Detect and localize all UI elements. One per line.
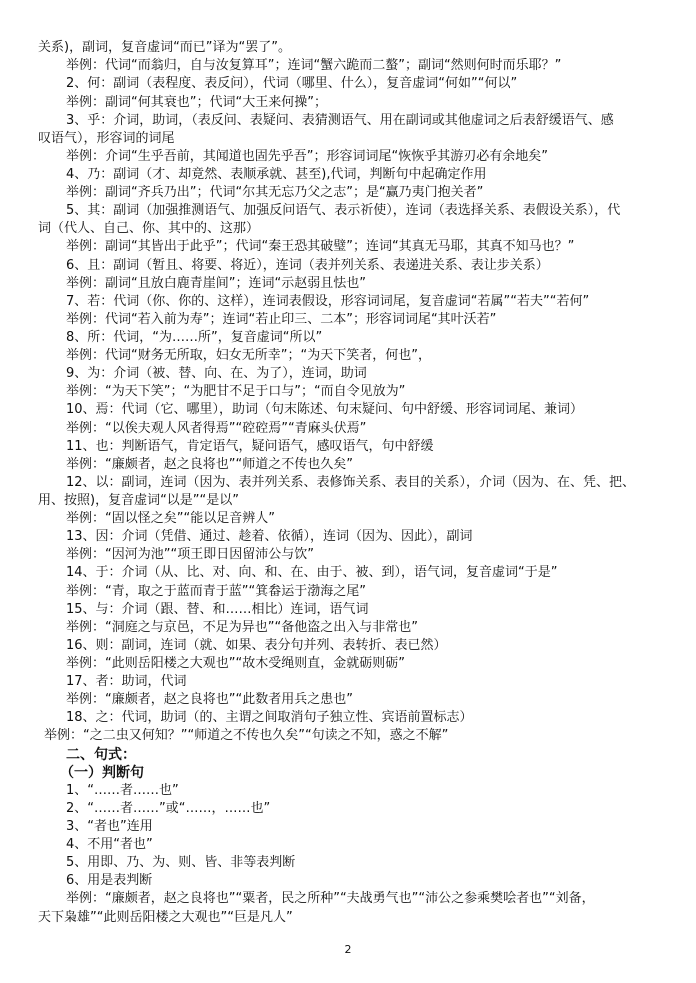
text-line: 8、所：代词，“为……所”，复音虚词“所以” [66,330,323,345]
text-line: 6、且：副词（暂且、将要、将近），连词（表并列关系、表递进关系、表让步关系） [66,258,549,273]
text-line: 2、何：副词（表程度、表反问），代词（哪里、什么），复音虚词“何如”“何以” [66,76,518,91]
text-line: 4、不用“者也” [66,837,153,852]
text-line: 举例：“之二虫又何知？”“师道之不传也久矣”“句读之不知，惑之不解” [44,728,449,743]
text-line: 举例：副词“何其衰也”；代词“大王来何操”； [66,95,327,110]
text-line: 举例：“固以怪之矣”“能以足音辨人” [66,511,275,526]
text-line: 10、焉：代词（它、哪里），助词（句末陈述、句末疑问、句中舒缓、形容词词尾、兼词） [66,402,584,417]
text-line: 举例：代词“而翁归，自与汝复算耳”；连词“蟹六跪而二螯”；副词“然则何时而乐耶？” [66,58,562,73]
text-line: 举例：副词“齐兵乃出”；代词“尔其无忘乃父之志”；是“赢乃夷门抱关者” [66,185,484,200]
page-number: 2 [344,943,352,956]
text-line: 举例：“以俟夫观人风者得焉”“硿硿焉”“青麻头伏焉” [66,421,367,436]
text-line: 2、“……者……”或“……，……也” [66,801,271,816]
text-line: 举例：“洞庭之与京邑，不足为异也”“备他盗之出入与非常也” [66,620,418,635]
text-line: 用、按照)，复音虚词“以是”“是以” [38,493,240,508]
text-line: 举例：副词“且放白鹿青崖间”；连词“示赵弱且怯也” [66,276,366,291]
text-line: 举例：“此则岳阳楼之大观也”“故木受绳则直，金就砺则砺” [66,656,405,671]
text-line: 举例：介词“生乎吾前，其闻道也固先乎吾”；形容词词尾“恢恢乎其游刃必有余地矣” [66,149,548,164]
subsection-heading: （一）判断句 [60,765,144,781]
text-line: 16、则：副词，连词（就、如果、表分句并列、表转折、表已然） [66,638,447,653]
text-line: 14、于：介词（从、比、对、向、和、在、由于、被、到），语气词，复音虚词“于是” [66,565,558,580]
text-line: 5、其：副词（加强推测语气、加强反问语气、表示祈使），连词（表选择关系、表假设关系），代 [66,203,621,218]
text-line: 5、用即、乃、为、则、皆、非等表判断 [66,855,296,870]
text-line: 12、以：副词，连词（因为、表并列关系、表修饰关系、表目的关系），介词（因为、在、凭、把、 [66,475,636,490]
text-line: 举例：代词“财务无所取，妇女无所幸”；“为天下笑者，何也”， [66,348,431,363]
text-line: 17、者：助词，代词 [66,674,187,689]
text-line: 1、“……者……也” [66,783,179,798]
text-line: 词（代人、自己、你、其中的、这那） [38,221,260,236]
text-line: 7、若：代词（你、你的、这样），连词表假设，形容词词尾，复音虚词“若属”“若夫”“若何” [66,294,590,309]
text-line: 举例：“廉颇者，赵之良将也”“粟者，民之所种”“夫战勇气也”“沛公之参乘樊哙者也”“刘备， [66,891,595,906]
text-line: 叹语气），形容词的词尾 [38,131,175,146]
text-line: 举例：“因河为池”“项王即日因留沛公与饮” [66,547,314,562]
text-line: 18、之：代词，助词（的、主谓之间取消句子独立性、宾语前置标志） [66,710,473,725]
text-line: 6、用是表判断 [66,873,153,888]
text-line: 关系)，副词，复音虚词“而已”译为“罢了”。 [38,40,292,55]
text-line: 举例：副词“其皆出于此乎”；代词“秦王恐其破璧”；连词“其真无马耶，其真不知马也？” [66,239,575,254]
text-line: 9、为：介词（被、替、向、在、为了），连词，助词 [66,366,367,381]
text-line: 举例：“青，取之于蓝而青于蓝”“箕畚运于渤海之尾” [66,584,366,599]
text-line: 举例：“廉颇者，赵之良将也”“此数者用兵之患也” [66,692,353,707]
section-heading: 二、句式： [66,747,136,763]
text-line: 13、因：介词（凭借、通过、趁着、依循），连词（因为、因此），副词 [66,529,473,544]
text-line: 4、乃：副词（才、却竟然、表顺承就、甚至),代词，判断句中起确定作用 [66,167,487,182]
text-line: 15、与：介词（跟、替、和……相比）连词，语气词 [66,602,369,617]
text-line: 11、也：判断语气，肯定语气，疑问语气，感叹语气，句中舒缓 [66,439,434,454]
text-line: 举例：代词“若入前为寿”；连词“若止印三、二本”；形容词词尾“其叶沃若” [66,312,497,327]
text-line: 3、乎：介词，助词，（表反问、表疑问、表猜测语气、用在副词或其他虚词之后表舒缓语气、感 [66,113,614,128]
text-line: 3、“者也”连用 [66,819,153,834]
text-line: 举例：“廉颇者，赵之良将也”“师道之不传也久矣” [66,457,353,472]
text-line: 天下枭雄”“此则岳阳楼之大观也”“巨是凡人” [38,910,293,925]
text-line: 举例：“为天下笑”；“为肥甘不足于口与”；“而自令见放为” [66,384,406,399]
